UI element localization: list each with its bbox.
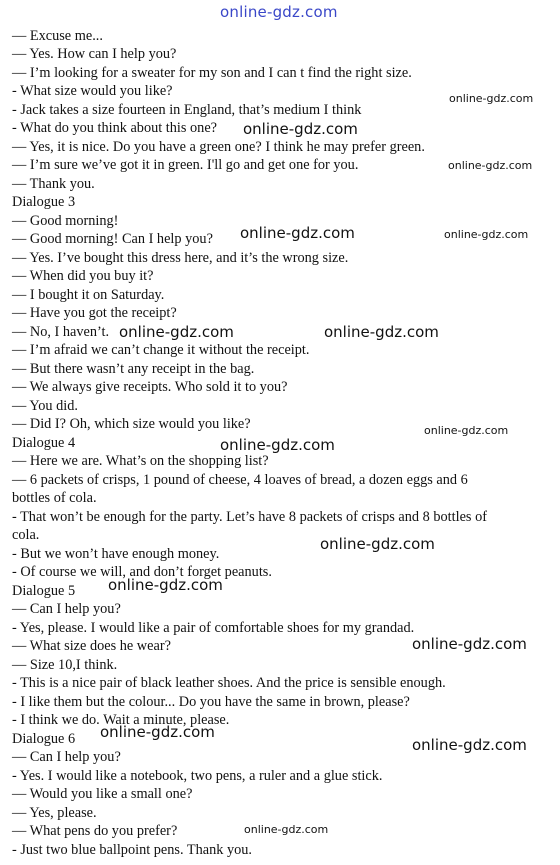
text-line: - I like them but the colour... Do you have the same in brown, please? (12, 694, 410, 710)
text-line: — You did. (12, 398, 78, 414)
text-line: - What size would you like? (12, 83, 173, 99)
watermark: online-gdz.com (412, 736, 527, 754)
text-line: — Yes, please. (12, 805, 97, 821)
text-line: — Can I help you? (12, 601, 121, 617)
watermark: online-gdz.com (244, 823, 329, 836)
text-line: — Yes. I’ve bought this dress here, and it’s the wrong size. (12, 250, 349, 266)
text-line: - What do you think about this one? (12, 120, 218, 136)
watermark: online-gdz.com (320, 535, 435, 553)
text-line: - Yes. I would like a notebook, two pens, a ruler and a glue stick. (12, 768, 383, 784)
text-line: - Jack takes a size fourteen in England, that’s medium I think (12, 102, 362, 118)
dialogue-heading: Dialogue 4 (12, 435, 76, 451)
dialogue-heading: Dialogue 5 (12, 583, 76, 599)
text-line: — I’m afraid we can’t change it without the receipt. (12, 342, 310, 358)
text-line: - Just two blue ballpoint pens. Thank you. (12, 842, 252, 858)
text-line: — We always give receipts. Who sold it to you? (12, 379, 288, 395)
watermark: online-gdz.com (119, 323, 234, 341)
watermark: online-gdz.com (100, 723, 215, 741)
text-line: - Of course we will, and don’t forget peanuts. (12, 564, 272, 580)
text-line: - That won’t be enough for the party. Let’s have 8 packets of crisps and 8 bottles of (12, 509, 487, 525)
text-line: — Good morning! Can I help you? (12, 231, 213, 247)
watermark: online-gdz.com (412, 635, 527, 653)
watermark: online-gdz.com (240, 224, 355, 242)
text-line: — Yes, it is nice. Do you have a green one? I think he may prefer green. (12, 139, 425, 155)
watermark: online-gdz.com (220, 436, 335, 454)
watermark: online-gdz.com (243, 120, 358, 138)
watermark: online-gdz.com (448, 159, 533, 172)
text-line: — Have you got the receipt? (12, 305, 177, 321)
text-line: — Did I? Oh, which size would you like? (12, 416, 251, 432)
dialogue-heading: Dialogue 6 (12, 731, 76, 747)
text-line: — What pens do you prefer? (12, 823, 178, 839)
text-line: - This is a nice pair of black leather shoes. And the price is sensible enough. (12, 675, 446, 691)
text-line: - But we won’t have enough money. (12, 546, 220, 562)
text-line: — 6 packets of crisps, 1 pound of cheese, 4 loaves of bread, a dozen eggs and 6 (12, 472, 468, 488)
watermark: online-gdz.com (424, 424, 509, 437)
watermark: online-gdz.com (324, 323, 439, 341)
dialogue-heading: Dialogue 3 (12, 194, 76, 210)
text-line: — When did you buy it? (12, 268, 154, 284)
watermark: online-gdz.com (444, 228, 529, 241)
text-line: — I bought it on Saturday. (12, 287, 165, 303)
text-line: — But there wasn’t any receipt in the bag. (12, 361, 255, 377)
text-line: — Yes. How can I help you? (12, 46, 177, 62)
watermark: online-gdz.com (449, 92, 534, 105)
header-watermark: online-gdz.com (220, 3, 338, 21)
text-line: - I think we do. Wait a minute, please. (12, 712, 230, 728)
text-line: — Good morning! (12, 213, 119, 229)
text-line: bottles of cola. (12, 490, 97, 506)
text-line: — I’m looking for a sweater for my son and I can t find the right size. (12, 65, 412, 81)
text-line: — Here we are. What’s on the shopping list? (12, 453, 269, 469)
text-line: — I’m sure we’ve got it in green. I'll go and get one for you. (12, 157, 359, 173)
text-line: — Can I help you? (12, 749, 121, 765)
text-line: — Thank you. (12, 176, 95, 192)
text-line: — Size 10,I think. (12, 657, 118, 673)
watermark: online-gdz.com (108, 576, 223, 594)
text-line: — Excuse me... (12, 28, 103, 44)
text-line: — What size does he wear? (12, 638, 171, 654)
text-line: cola. (12, 527, 40, 543)
text-line: - Yes, please. I would like a pair of comfortable shoes for my grandad. (12, 620, 415, 636)
text-line: — Would you like a small one? (12, 786, 193, 802)
text-line: — No, I haven’t. (12, 324, 110, 340)
